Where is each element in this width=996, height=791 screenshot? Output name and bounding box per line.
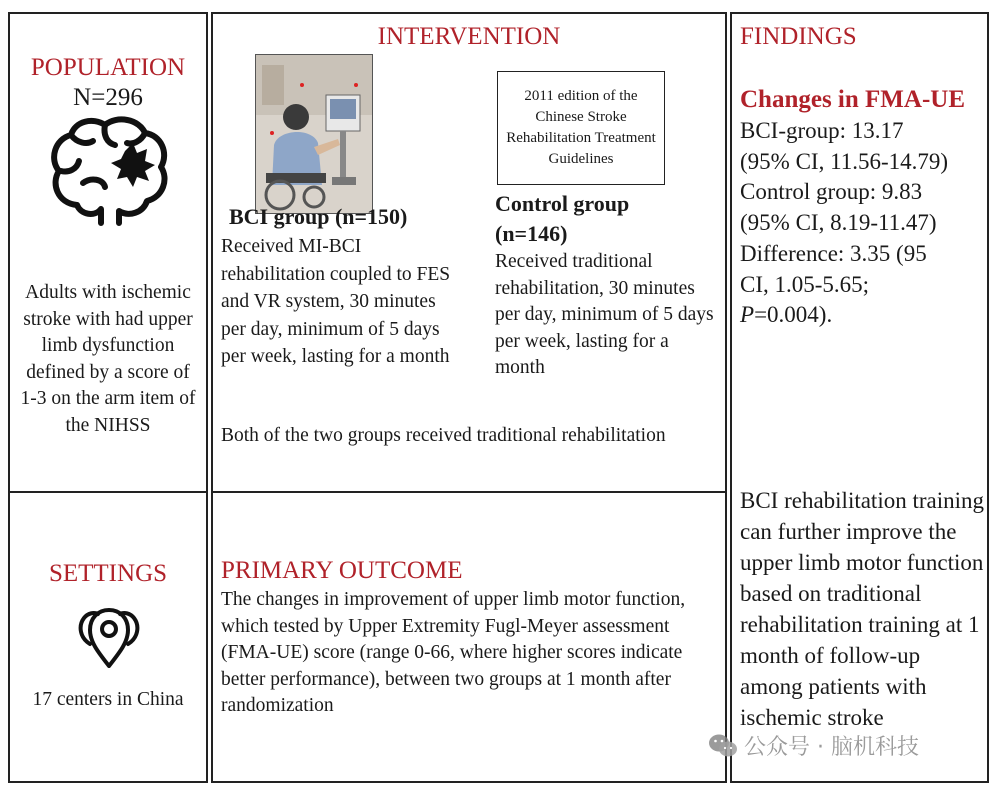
bci-group-description: Received MI-BCI rehabilitation coupled to FES and VR system, 30 minutes per day, minimum of 5 days per week, lasting for a month xyxy=(221,236,451,367)
brain-icon xyxy=(47,113,171,229)
finding-line: Control group: 9.83 xyxy=(740,179,923,204)
finding-line: BCI-group: 13.17 xyxy=(740,118,904,143)
findings-conclusion: BCI rehabilitation training can further improve the upper limb motor function based on traditional rehabilitation training at 1 month of follow-up among patients with ischemic stroke xyxy=(740,488,985,730)
watermark-text: 公众号 · 脑机科技 xyxy=(744,735,919,760)
findings-subtitle: Changes in FMA-UE xyxy=(740,86,966,113)
bci-training-photo xyxy=(255,54,373,214)
finding-line: (95% CI, 11.56-14.79) xyxy=(740,149,949,174)
settings-title: SETTINGS xyxy=(48,560,168,587)
bci-group-title: BCI group (n=150) xyxy=(229,204,408,229)
finding-line: Difference: 3.35 (95 xyxy=(740,241,927,266)
intervention-title: INTERVENTION xyxy=(377,23,561,50)
population-n: N=296 xyxy=(73,84,143,111)
primary-outcome-description: The changes in improvement of upper limb motor function, which tested by Upper Extremity Fugl-Meyer assessment (FMA-UE) score (range 0-66, where higher scores indicate better performance), between two groups at 1 month after randomization xyxy=(221,589,686,716)
p-value: =0.004). xyxy=(754,302,833,327)
p-value-line xyxy=(740,302,832,328)
primary-outcome-title: PRIMARY OUTCOME xyxy=(221,557,463,584)
intervention-note: Both of the two groups received traditional rehabilitation xyxy=(221,425,666,446)
watermark xyxy=(708,730,919,761)
population-title: POPULATION xyxy=(30,54,186,81)
control-group-title: Control group (n=146) xyxy=(495,191,630,246)
primary-outcome-panel xyxy=(211,491,727,783)
settings-description: 17 centers in China xyxy=(32,689,184,710)
population-description: Adults with ischemic stroke with had upper limb dysfunction defined by a score of 1-3 on the arm item of the NIHSS xyxy=(20,282,196,436)
finding-line: (95% CI, 8.19-11.47) xyxy=(740,210,937,235)
finding-line: CI, 1.05-5.65; xyxy=(740,272,870,297)
map-pin-icon xyxy=(76,604,142,668)
findings-title: FINDINGS xyxy=(740,23,857,50)
intervention-panel xyxy=(211,12,727,493)
p-label: P xyxy=(740,302,755,327)
population-panel xyxy=(8,12,208,493)
guideline-box: 2011 edition of the Chinese Stroke Rehabilitation Treatment Guidelines xyxy=(497,71,665,185)
control-group-description: Received traditional rehabilitation, 30 minutes per day, minimum of 5 days per week, lasting for a month xyxy=(495,251,714,378)
wechat-icon xyxy=(708,733,738,759)
findings-panel xyxy=(730,12,989,783)
settings-panel xyxy=(8,491,208,783)
